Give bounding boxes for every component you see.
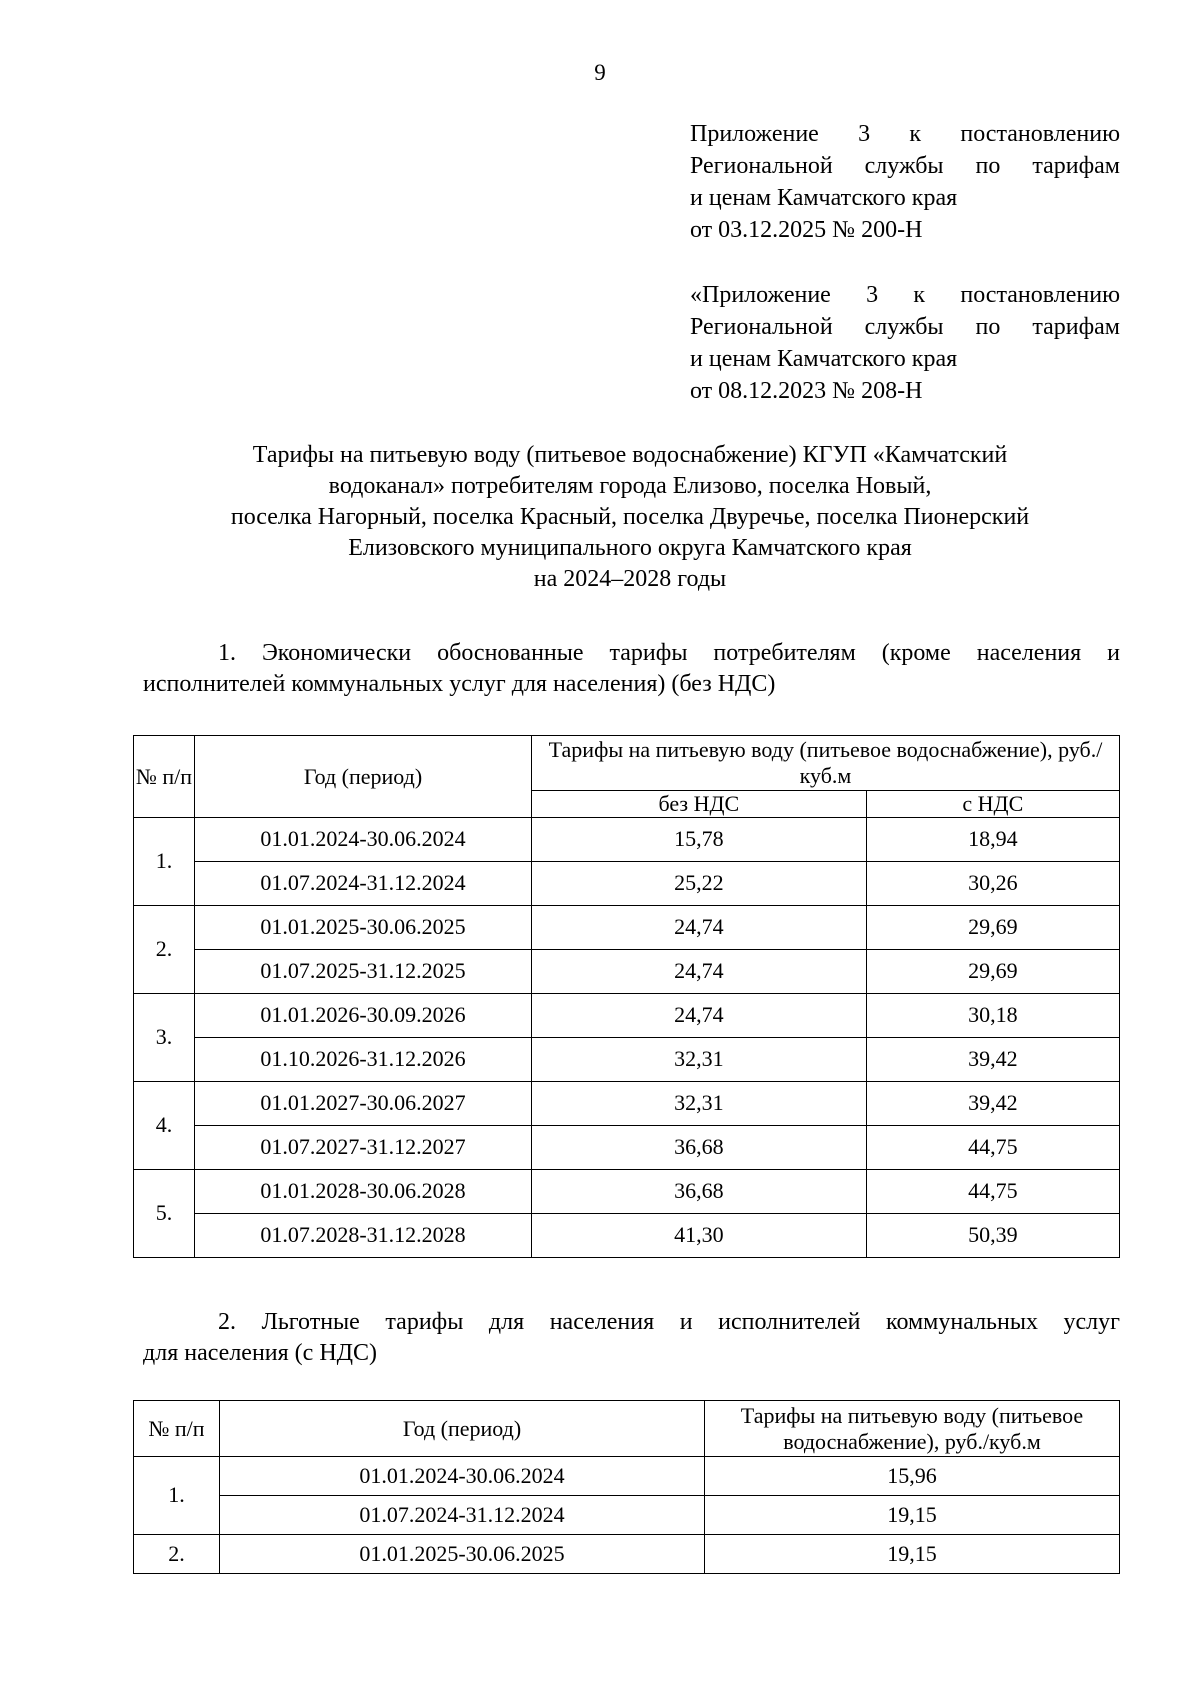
table-row [134, 994, 1120, 1038]
period-cell: 01.01.2024-30.06.2024 [220, 1457, 705, 1496]
table-row [134, 1457, 1120, 1496]
table-row [134, 1214, 1120, 1258]
column-header-period: Год (период) [220, 1401, 705, 1457]
tariff-vat-cell: 39,42 [866, 1038, 1119, 1082]
tariff-no-vat-cell: 36,68 [532, 1126, 867, 1170]
appendix-reference-previous [690, 279, 1120, 407]
tariff-vat-cell: 15,96 [705, 1457, 1120, 1496]
period-cell: 01.07.2027-31.12.2027 [195, 1126, 532, 1170]
column-header-number: № п/п [134, 736, 195, 818]
column-header-tariff: Тарифы на питьевую воду (питьевое водоснабжение), руб./куб.м [532, 736, 1120, 791]
section-heading-line: 1. Экономически обоснованные тарифы потребителям (кроме населения и [218, 640, 1120, 666]
row-number: 2. [134, 906, 195, 994]
tariff-vat-cell: 19,15 [705, 1535, 1120, 1574]
tariff-vat-cell: 29,69 [866, 950, 1119, 994]
appendix-line: от 08.12.2023 № 208-Н [690, 378, 923, 404]
section-heading-line: 2. Льготные тарифы для населения и исполнителей коммунальных услуг [218, 1309, 1120, 1335]
period-cell: 01.10.2026-31.12.2026 [195, 1038, 532, 1082]
tariff-vat-cell: 19,15 [705, 1496, 1120, 1535]
table-row [134, 1038, 1120, 1082]
tariff-no-vat-cell: 24,74 [532, 950, 867, 994]
table-row [134, 1170, 1120, 1214]
title-line: на 2024–2028 годы [533, 566, 727, 592]
tariff-no-vat-cell: 24,74 [532, 994, 867, 1038]
tariff-no-vat-cell: 25,22 [532, 862, 867, 906]
row-number: 1. [134, 818, 195, 906]
row-number: 1. [134, 1457, 220, 1535]
row-number: 4. [134, 1082, 195, 1170]
section-heading-line: для населения (с НДС) [143, 1340, 378, 1366]
table-row [134, 862, 1120, 906]
column-header-period: Год (период) [195, 736, 532, 818]
row-number: 3. [134, 994, 195, 1082]
period-cell: 01.01.2024-30.06.2024 [195, 818, 532, 862]
table-row [134, 1496, 1120, 1535]
period-cell: 01.07.2028-31.12.2028 [195, 1214, 532, 1258]
tariff-no-vat-cell: 32,31 [532, 1038, 867, 1082]
period-cell: 01.07.2025-31.12.2025 [195, 950, 532, 994]
period-cell: 01.07.2024-31.12.2024 [220, 1496, 705, 1535]
appendix-line: и ценам Камчатского края [690, 346, 958, 372]
period-cell: 01.07.2024-31.12.2024 [195, 862, 532, 906]
title-line: поселка Нагорный, поселка Красный, поселка Двуречье, поселка Пионерский [230, 504, 1030, 530]
appendix-line: от 03.12.2025 № 200-Н [690, 217, 923, 243]
appendix-line: Приложение 3 к постановлению [690, 121, 1120, 147]
document-title [130, 440, 1130, 595]
appendix-line: и ценам Камчатского края [690, 185, 958, 211]
column-header-number: № п/п [134, 1401, 220, 1457]
appendix-line: Региональной службы по тарифам [690, 153, 1120, 179]
tariff-no-vat-cell: 15,78 [532, 818, 867, 862]
tariff-no-vat-cell: 41,30 [532, 1214, 867, 1258]
table-row [134, 1126, 1120, 1170]
economic-tariffs-table [133, 735, 1120, 1258]
period-cell: 01.01.2026-30.09.2026 [195, 994, 532, 1038]
appendix-line: «Приложение 3 к постановлению [690, 282, 1120, 308]
title-line: водоканал» потребителям города Елизово, поселка Новый, [328, 473, 932, 499]
table-row [134, 1082, 1120, 1126]
row-number: 5. [134, 1170, 195, 1258]
column-header-tariff: Тарифы на питьевую воду (питьевое водоснабжение), руб./куб.м [705, 1401, 1120, 1457]
section-1-heading [143, 638, 1120, 700]
tariff-vat-cell: 30,26 [866, 862, 1119, 906]
period-cell: 01.01.2028-30.06.2028 [195, 1170, 532, 1214]
table-row [134, 1535, 1120, 1574]
tariff-vat-cell: 44,75 [866, 1126, 1119, 1170]
section-heading-line: исполнителей коммунальных услуг для населения) (без НДС) [143, 671, 776, 697]
table-row [134, 906, 1120, 950]
tariff-vat-cell: 44,75 [866, 1170, 1119, 1214]
tariff-vat-cell: 29,69 [866, 906, 1119, 950]
tariff-vat-cell: 50,39 [866, 1214, 1119, 1258]
tariff-no-vat-cell: 32,31 [532, 1082, 867, 1126]
row-number: 2. [134, 1535, 220, 1574]
preferential-tariffs-table [133, 1400, 1120, 1574]
appendix-line: Региональной службы по тарифам [690, 314, 1120, 340]
table-row [134, 950, 1120, 994]
period-cell: 01.01.2025-30.06.2025 [195, 906, 532, 950]
tariff-vat-cell: 30,18 [866, 994, 1119, 1038]
section-2-heading [143, 1307, 1120, 1369]
tariff-vat-cell: 18,94 [866, 818, 1119, 862]
tariff-no-vat-cell: 36,68 [532, 1170, 867, 1214]
period-cell: 01.01.2025-30.06.2025 [220, 1535, 705, 1574]
column-header-no-vat: без НДС [532, 791, 867, 818]
page-number: 9 [594, 60, 606, 85]
title-line: Елизовского муниципального округа Камчатского края [348, 535, 912, 561]
period-cell: 01.01.2027-30.06.2027 [195, 1082, 532, 1126]
appendix-reference-current [690, 118, 1120, 246]
column-header-vat: с НДС [866, 791, 1119, 818]
tariff-no-vat-cell: 24,74 [532, 906, 867, 950]
table-row [134, 818, 1120, 862]
tariff-vat-cell: 39,42 [866, 1082, 1119, 1126]
title-line: Тарифы на питьевую воду (питьевое водоснабжение) КГУП «Камчатский [252, 442, 1008, 468]
